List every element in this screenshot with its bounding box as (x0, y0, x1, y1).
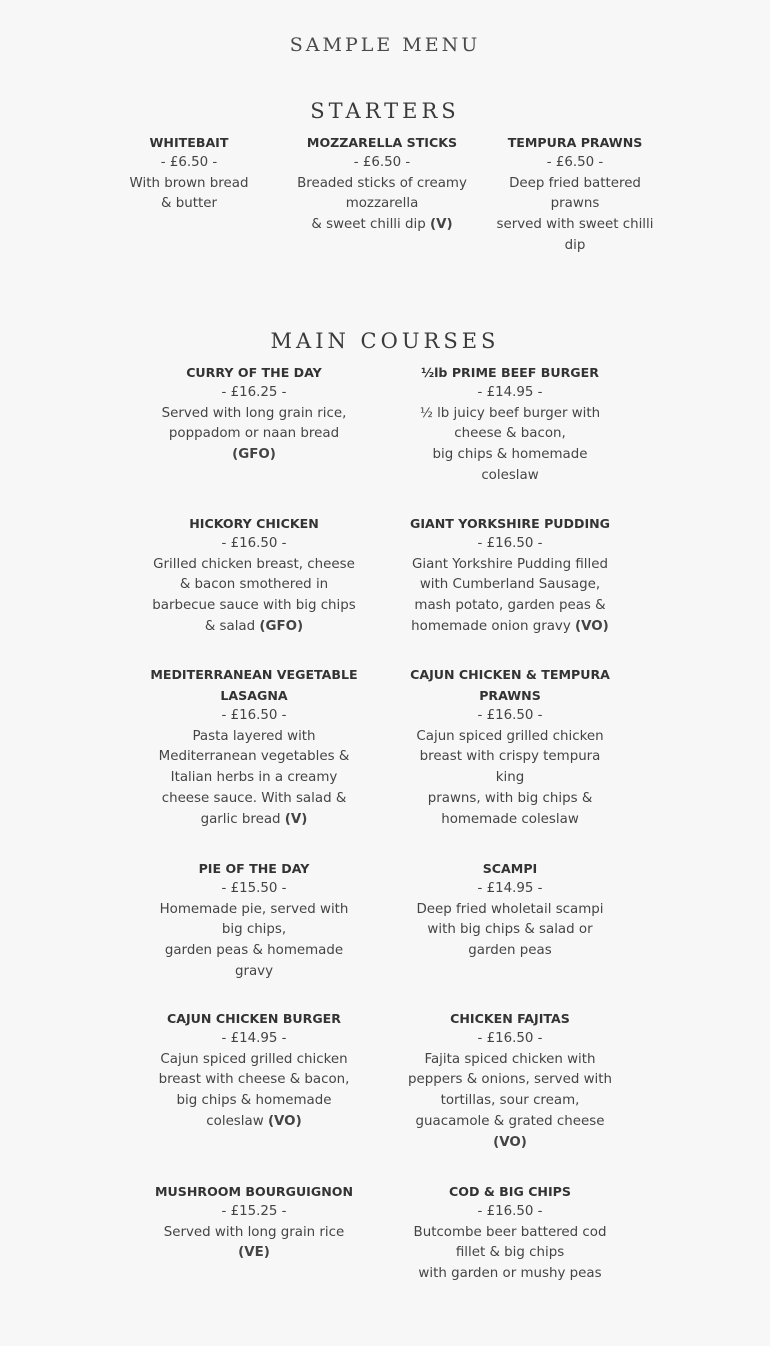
item-name: TEMPURA PRAWNS (507, 135, 643, 150)
item-name: HICKORY CHICKEN (189, 516, 319, 531)
item-name: CURRY OF THE DAY (186, 365, 322, 380)
dietary-tag: (V) (429, 217, 453, 233)
menu-item-pie-of-the-day (150, 858, 358, 983)
menu-item-giant-yorkshire-pudding (406, 513, 614, 638)
item-desc-line: tortillas, sour cream, (440, 1093, 580, 1109)
item-price: - £16.50 - (221, 536, 287, 551)
item-desc-line: dip (564, 237, 586, 253)
item-desc-line: prawns, with big chips & (427, 790, 593, 806)
item-desc-line: cheese sauce. With salad & (161, 790, 347, 806)
item-desc-line: & bacon smothered in (179, 577, 329, 593)
item-desc-line (150, 617, 358, 638)
item-name: WHITEBAIT (149, 135, 229, 150)
item-desc-line: With brown bread (129, 175, 249, 191)
item-desc-line: guacamole & grated cheese (415, 1113, 605, 1129)
item-desc-line: & butter (161, 196, 217, 212)
main-courses-heading: MAIN COURSES (270, 329, 500, 353)
menu-item-cod-and-big-chips (406, 1181, 614, 1285)
dietary-tag: (VE) (238, 1245, 270, 1261)
item-name: ½lb PRIME BEEF BURGER (421, 365, 599, 380)
item-name: GIANT YORKSHIRE PUDDING (409, 516, 611, 531)
dietary-tag: (VO) (575, 618, 609, 634)
item-price: - £14.95 - (477, 385, 543, 400)
item-desc-line: garden peas (468, 943, 552, 959)
item-desc-line: Italian herbs in a creamy (170, 770, 338, 786)
menu-item-curry-of-the-day (150, 362, 358, 466)
item-desc-line: Served with long grain rice, (161, 405, 347, 421)
item-desc-line: Mediterranean vegetables & (158, 749, 350, 765)
item-price: - £15.50 - (221, 881, 287, 896)
item-desc-line: mash potato, garden peas & (414, 598, 606, 614)
dietary-tag: (VO) (493, 1134, 527, 1150)
item-price: - £6.50 - (160, 155, 218, 170)
item-price: - £16.50 - (477, 708, 543, 723)
item-name: LASAGNA (220, 688, 288, 703)
menu-item-prime-beef-burger (406, 362, 614, 487)
item-price: - £6.50 - (353, 155, 411, 170)
menu-item-cajun-chicken-tempura-prawns (406, 664, 614, 830)
item-desc-line: ½ lb juicy beef burger with (419, 405, 601, 421)
item-desc-line: Grilled chicken breast, cheese (153, 556, 355, 572)
item-desc-line: poppadom or naan bread (168, 426, 340, 442)
item-name: SCAMPI (482, 861, 538, 876)
item-desc-line: Homemade pie, served with (159, 901, 349, 917)
item-desc-line: Butcombe beer battered cod (413, 1224, 607, 1240)
item-desc-line: big chips & homemade (176, 1093, 332, 1109)
item-price: - £16.25 - (221, 385, 287, 400)
item-desc-line (150, 810, 358, 831)
item-desc-text: & salad (204, 618, 256, 634)
item-desc-text: homemade onion gravy (411, 618, 571, 634)
item-desc-line: served with sweet chilli (496, 217, 654, 233)
menu-item-whitebait (110, 132, 268, 215)
item-name: MUSHROOM BOURGUIGNON (155, 1184, 353, 1199)
item-desc-text: garlic bread (200, 811, 281, 827)
item-name: MEDITERRANEAN VEGETABLE (150, 667, 358, 682)
item-name: CHICKEN FAJITAS (450, 1011, 570, 1026)
item-desc-line (406, 617, 614, 638)
item-desc-line: Cajun spiced grilled chicken (416, 728, 604, 744)
item-desc-line: Deep fried battered (509, 175, 641, 191)
item-desc-line: Breaded sticks of creamy (297, 175, 467, 191)
dietary-tag: (GFO) (259, 618, 304, 634)
menu-item-mushroom-bourguignon (150, 1181, 358, 1264)
item-desc-line (150, 1112, 358, 1133)
menu-item-tempura-prawns (496, 132, 654, 257)
item-desc-line: cheese & bacon, (454, 426, 566, 442)
item-price: - £16.50 - (477, 1031, 543, 1046)
item-price: - £15.25 - (221, 1204, 287, 1219)
item-name: COD & BIG CHIPS (449, 1184, 571, 1199)
item-desc-line: Deep fried wholetail scampi (416, 901, 604, 917)
item-desc-line: mozzarella (345, 196, 419, 212)
item-desc-text: & sweet chilli dip (311, 217, 426, 233)
menu-item-hickory-chicken (150, 513, 358, 638)
item-desc-line: barbecue sauce with big chips (152, 598, 356, 614)
item-desc-line: Served with long grain rice (163, 1224, 345, 1240)
item-desc-line: breast with cheese & bacon, (158, 1072, 350, 1088)
item-desc-line: Fajita spiced chicken with (424, 1051, 596, 1067)
dietary-tag: (GFO) (232, 447, 276, 463)
item-name: PIE OF THE DAY (198, 861, 310, 876)
item-desc-line: big chips & homemade (432, 447, 588, 463)
item-name: CAJUN CHICKEN & TEMPURA (410, 667, 610, 682)
item-desc-line: peppers & onions, served with (407, 1072, 613, 1088)
menu-item-mediterranean-vegetable-lasagna (150, 664, 358, 830)
item-desc-line: garden peas & homemade (164, 943, 344, 959)
item-desc-line (292, 215, 472, 236)
dietary-tag: (V) (284, 811, 308, 827)
menu-item-cajun-chicken-burger (150, 1008, 358, 1133)
item-desc-line: with big chips & salad or (427, 922, 593, 938)
item-desc-line: with garden or mushy peas (418, 1266, 602, 1282)
item-name: CAJUN CHICKEN BURGER (167, 1011, 341, 1026)
item-desc-text: coleslaw (206, 1113, 264, 1129)
menu-item-chicken-fajitas (406, 1008, 614, 1153)
item-desc-line: Cajun spiced grilled chicken (160, 1051, 348, 1067)
item-price: - £16.50 - (221, 708, 287, 723)
item-desc-line: big chips, (221, 922, 287, 938)
item-price: - £14.95 - (477, 881, 543, 896)
item-name: MOZZARELLA STICKS (306, 135, 458, 150)
item-desc-line: gravy (234, 963, 274, 979)
item-price: - £16.50 - (477, 1204, 543, 1219)
item-desc-line: prawns (550, 196, 600, 212)
item-desc-line: with Cumberland Sausage, (419, 577, 601, 593)
item-price: - £14.95 - (221, 1031, 287, 1046)
item-desc-line: breast with crispy tempura king (419, 749, 601, 786)
starters-heading: STARTERS (310, 99, 460, 123)
menu-item-mozzarella-sticks (292, 132, 472, 236)
item-desc-line: fillet & big chips (455, 1245, 565, 1261)
menu-item-scampi (406, 858, 614, 962)
item-desc-line: Giant Yorkshire Pudding filled (412, 556, 608, 572)
item-desc-line: Pasta layered with (192, 728, 316, 744)
item-desc-line: coleslaw (481, 467, 539, 483)
item-desc-line: homemade coleslaw (441, 811, 579, 827)
page-title: SAMPLE MENU (289, 34, 481, 56)
item-price: - £16.50 - (477, 536, 543, 551)
item-price: - £6.50 - (546, 155, 604, 170)
item-name: PRAWNS (479, 688, 541, 703)
dietary-tag: (VO) (267, 1113, 302, 1129)
